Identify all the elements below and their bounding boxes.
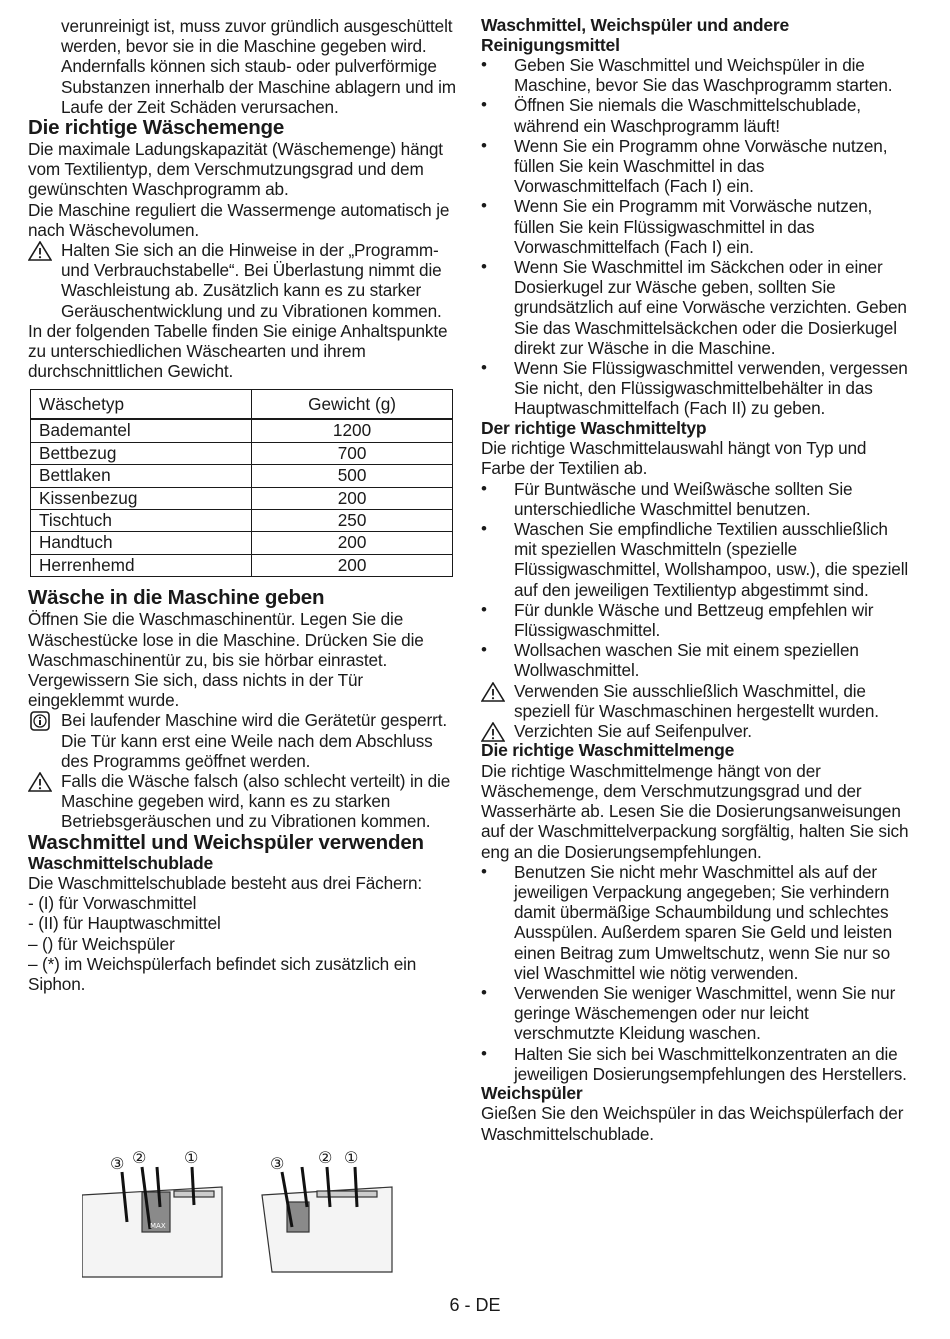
table-header-type: Wäschetyp	[31, 390, 252, 420]
load-paragraph-1: Die maximale Ladungskapazität (Wäschemenge) hängt vom Textilientyp, dem Verschmutzungsgrad und dem gewünschten Waschprogramm ab.	[28, 139, 443, 200]
drawer-line: - (II) für Hauptwaschmittel	[28, 913, 221, 934]
table-cell-weight: 500	[252, 465, 453, 487]
left-column	[28, 16, 456, 994]
amount-bullet-list	[481, 862, 909, 1084]
page-number: 6 - DE	[449, 1295, 501, 1315]
type-warning-1-text: Verwenden Sie ausschließlich Waschmittel, die speziell für Waschmaschinen hergestellt wurden.	[514, 680, 879, 721]
table-cell-type: Kissenbezug	[31, 487, 252, 509]
list-item: • Halten Sie sich bei Waschmittelkonzentraten an die jeweiligen Dosierungsempfehlungen des Herstellers.	[481, 1044, 909, 1084]
warning-icon	[481, 722, 505, 742]
list-item: • Wenn Sie Flüssigwaschmittel verwenden, vergessen Sie nicht, den Flüssigwaschmittelbehälter in das Hauptwaschmittelfach (Fach II) zu geben.	[481, 358, 909, 419]
load-warning-text: Halten Sie sich an die Hinweise in der „Programm- und Verbrauchstabelle“. Bei Überlastung nimmt die Waschleistung ab. Zusätzlich kann es zu starker Geräuschentwicklung und zu Vibrationen kommen.	[61, 240, 442, 321]
table-cell-type: Herrenhemd	[31, 554, 252, 576]
list-item: • Waschen Sie empfindliche Textilien ausschließlich mit speziellen Waschmitteln (spezielle Flüssigwaschmittel, Wollshampoo, usw.), die speziell auf den jeweiligen Textilientyp abgestimmt sind.	[481, 519, 909, 600]
laundry-weight-table	[30, 389, 453, 577]
list-item: • Wenn Sie Waschmittel im Säckchen oder in einer Dosierkugel zur Wäsche geben, sollten Sie grundsätzlich auf eine Vorwäsche verzichten. Geben Sie das Waschmittelsäckchen oder die Dosierkugel direkt zur Wäsche in die Maschine.	[481, 257, 909, 358]
table-cell-weight: 250	[252, 510, 453, 532]
table-row	[31, 465, 453, 487]
insert-info-note	[28, 710, 456, 771]
table-cell-type: Bettbezug	[31, 442, 252, 464]
type-paragraph: Die richtige Waschmittelauswahl hängt von Typ und Farbe der Textilien ab.	[481, 438, 867, 479]
insert-warning	[28, 771, 456, 832]
load-warning	[28, 240, 456, 321]
table-row	[31, 510, 453, 532]
table-cell-type: Handtuch	[31, 532, 252, 554]
figure-label-2b: ②	[318, 1148, 333, 1167]
figure-label-1b: ①	[344, 1148, 359, 1167]
insert-info-text: Bei laufender Maschine wird die Gerätetür gesperrt. Die Tür kann erst eine Weile nach dem Abschluss des Programms geöffnet werden.	[61, 710, 447, 771]
load-paragraph-3: In der folgenden Tabelle finden Sie einige Anhaltspunkte zu unterschiedlichen Wäschearten und ihrem durchschnittlichen Gewicht.	[28, 320, 448, 382]
list-item: • Verwenden Sie weniger Waschmittel, wenn Sie nur geringe Wäschemengen oder nur leicht verschmutzte Kleidung waschen.	[481, 983, 909, 1044]
list-item: • Benutzen Sie nicht mehr Waschmittel als auf der jeweiligen Verpackung angegeben; Sie verhindern damit übermäßige Schaumbildung und schlechtes Ausspülen. Außerdem sparen Sie Geld und leisten einen Beitrag zum Umweltschutz, wenn Sie nur so viel Waschmittel wie nötig verwenden.	[481, 862, 909, 983]
amount-paragraph: Die richtige Waschmittelmenge hängt von der Wäschemenge, dem Verschmutzungsgrad und der Wasserhärte ab. Lesen Sie die Dosierungsanweisungen auf der Waschmittelverpackung sorgfältig, halten Sie sich eng an die Dosierungsempfehlungen.	[481, 760, 909, 862]
list-item: • Wenn Sie ein Programm ohne Vorwäsche nutzen, füllen Sie kein Waschmittel in das Vorwaschmittelfach (Fach I) ein.	[481, 136, 909, 197]
svg-text:MAX: MAX	[150, 1222, 166, 1230]
list-item: • Öffnen Sie niemals die Waschmittelschublade, während ein Waschprogramm läuft!	[481, 95, 909, 135]
right-column	[481, 16, 909, 1144]
table-cell-weight: 200	[252, 487, 453, 509]
warning-icon	[481, 682, 505, 702]
drawer-2	[262, 1167, 392, 1272]
table-header-weight: Gewicht (g)	[252, 390, 453, 420]
table-cell-weight: 700	[252, 442, 453, 464]
table-cell-weight: 1200	[252, 419, 453, 442]
load-heading: Die richtige Wäschemenge	[28, 116, 285, 140]
detergent-drawer-figure	[82, 1147, 412, 1282]
list-item: • Geben Sie Waschmittel und Weichspüler in die Maschine, bevor Sie das Waschprogramm starten.	[481, 55, 909, 95]
general-bullet-list	[481, 55, 909, 419]
type-heading: Der richtige Waschmitteltyp	[481, 417, 707, 438]
warning-icon	[28, 241, 52, 261]
softener-paragraph: Gießen Sie den Weichspüler in das Weichspülerfach der Waschmittelschublade.	[481, 1103, 904, 1144]
insert-heading: Wäsche in die Maschine geben	[28, 586, 325, 610]
insert-warning-text: Falls die Wäsche falsch (also schlecht verteilt) in die Maschine gegeben wird, kann es zu starken Betriebsgeräuschen und zu Vibrationen kommen.	[61, 770, 451, 832]
load-paragraph-2: Die Maschine reguliert die Wassermenge automatisch je nach Wäschevolumen.	[28, 199, 450, 240]
info-icon	[28, 711, 52, 731]
drawer-line: - (I) für Vorwaschmittel	[28, 893, 197, 914]
type-warning-2	[481, 721, 909, 741]
table-row	[31, 487, 453, 509]
drawer-1	[82, 1167, 222, 1277]
list-item: • Wollsachen waschen Sie mit einem speziellen Wollwaschmittel.	[481, 640, 909, 680]
insert-paragraph: Öffnen Sie die Waschmaschinentür. Legen Sie die Wäschestücke lose in die Maschine. Drücken Sie die Waschmaschinentür zu, bis sie hörbar einrastet. Vergewissern Sie sich, dass nichts in der Tür eingeklemmt wurde.	[28, 609, 424, 711]
drawer-line: – (*) im Weichspülerfach befindet sich zusätzlich ein Siphon.	[28, 953, 417, 995]
type-bullet-list	[481, 479, 909, 681]
table-cell-type: Tischtuch	[31, 510, 252, 532]
softener-heading: Weichspüler	[481, 1082, 583, 1103]
table-cell-type: Bettlaken	[31, 465, 252, 487]
detergent-heading: Waschmittel und Weichspüler verwenden	[28, 830, 424, 854]
table-row	[31, 554, 453, 576]
type-warning-1	[481, 681, 909, 721]
drawer-subheading: Waschmittelschublade	[28, 852, 213, 873]
table-cell-weight: 200	[252, 554, 453, 576]
drawer-line: – () für Weichspüler	[28, 933, 175, 954]
table-row	[31, 442, 453, 464]
general-heading: Waschmittel, Weichspüler und andere Reinigungsmittel	[481, 15, 790, 55]
list-item: • Für Buntwäsche und Weißwäsche sollten Sie unterschiedliche Waschmittel benutzen.	[481, 479, 909, 519]
list-item: • Wenn Sie ein Programm mit Vorwäsche nutzen, füllen Sie kein Flüssigwaschmittel in das Vorwaschmittelfach (Fach I) ein.	[481, 196, 909, 257]
list-item: • Für dunkle Wäsche und Bettzeug empfehlen wir Flüssigwaschmittel.	[481, 600, 909, 640]
warning-icon	[28, 772, 52, 792]
figure-label-3a: ③	[110, 1154, 125, 1173]
type-warning-2-text: Verzichten Sie auf Seifenpulver.	[514, 721, 752, 741]
figure-label-3b: ③	[270, 1154, 285, 1173]
table-header-row	[31, 390, 453, 420]
table-row	[31, 532, 453, 554]
table-cell-weight: 200	[252, 532, 453, 554]
amount-heading: Die richtige Waschmittelmenge	[481, 740, 735, 761]
table-cell-type: Bademantel	[31, 419, 252, 442]
figure-label-1a: ①	[184, 1148, 199, 1167]
drawer-paragraph: Die Waschmittelschublade besteht aus drei Fächern:	[28, 873, 423, 894]
figure-label-2a: ②	[132, 1148, 147, 1167]
table-row	[31, 419, 453, 442]
intro-paragraph: verunreinigt ist, muss zuvor gründlich ausgeschüttelt werden, bevor sie in die Maschine gegeben wird. Andernfalls können sich staub- oder pulverförmige Substanzen innerhalb der Maschine ablagern und im Laufe der Zeit Schäden verursachen.	[61, 16, 456, 117]
